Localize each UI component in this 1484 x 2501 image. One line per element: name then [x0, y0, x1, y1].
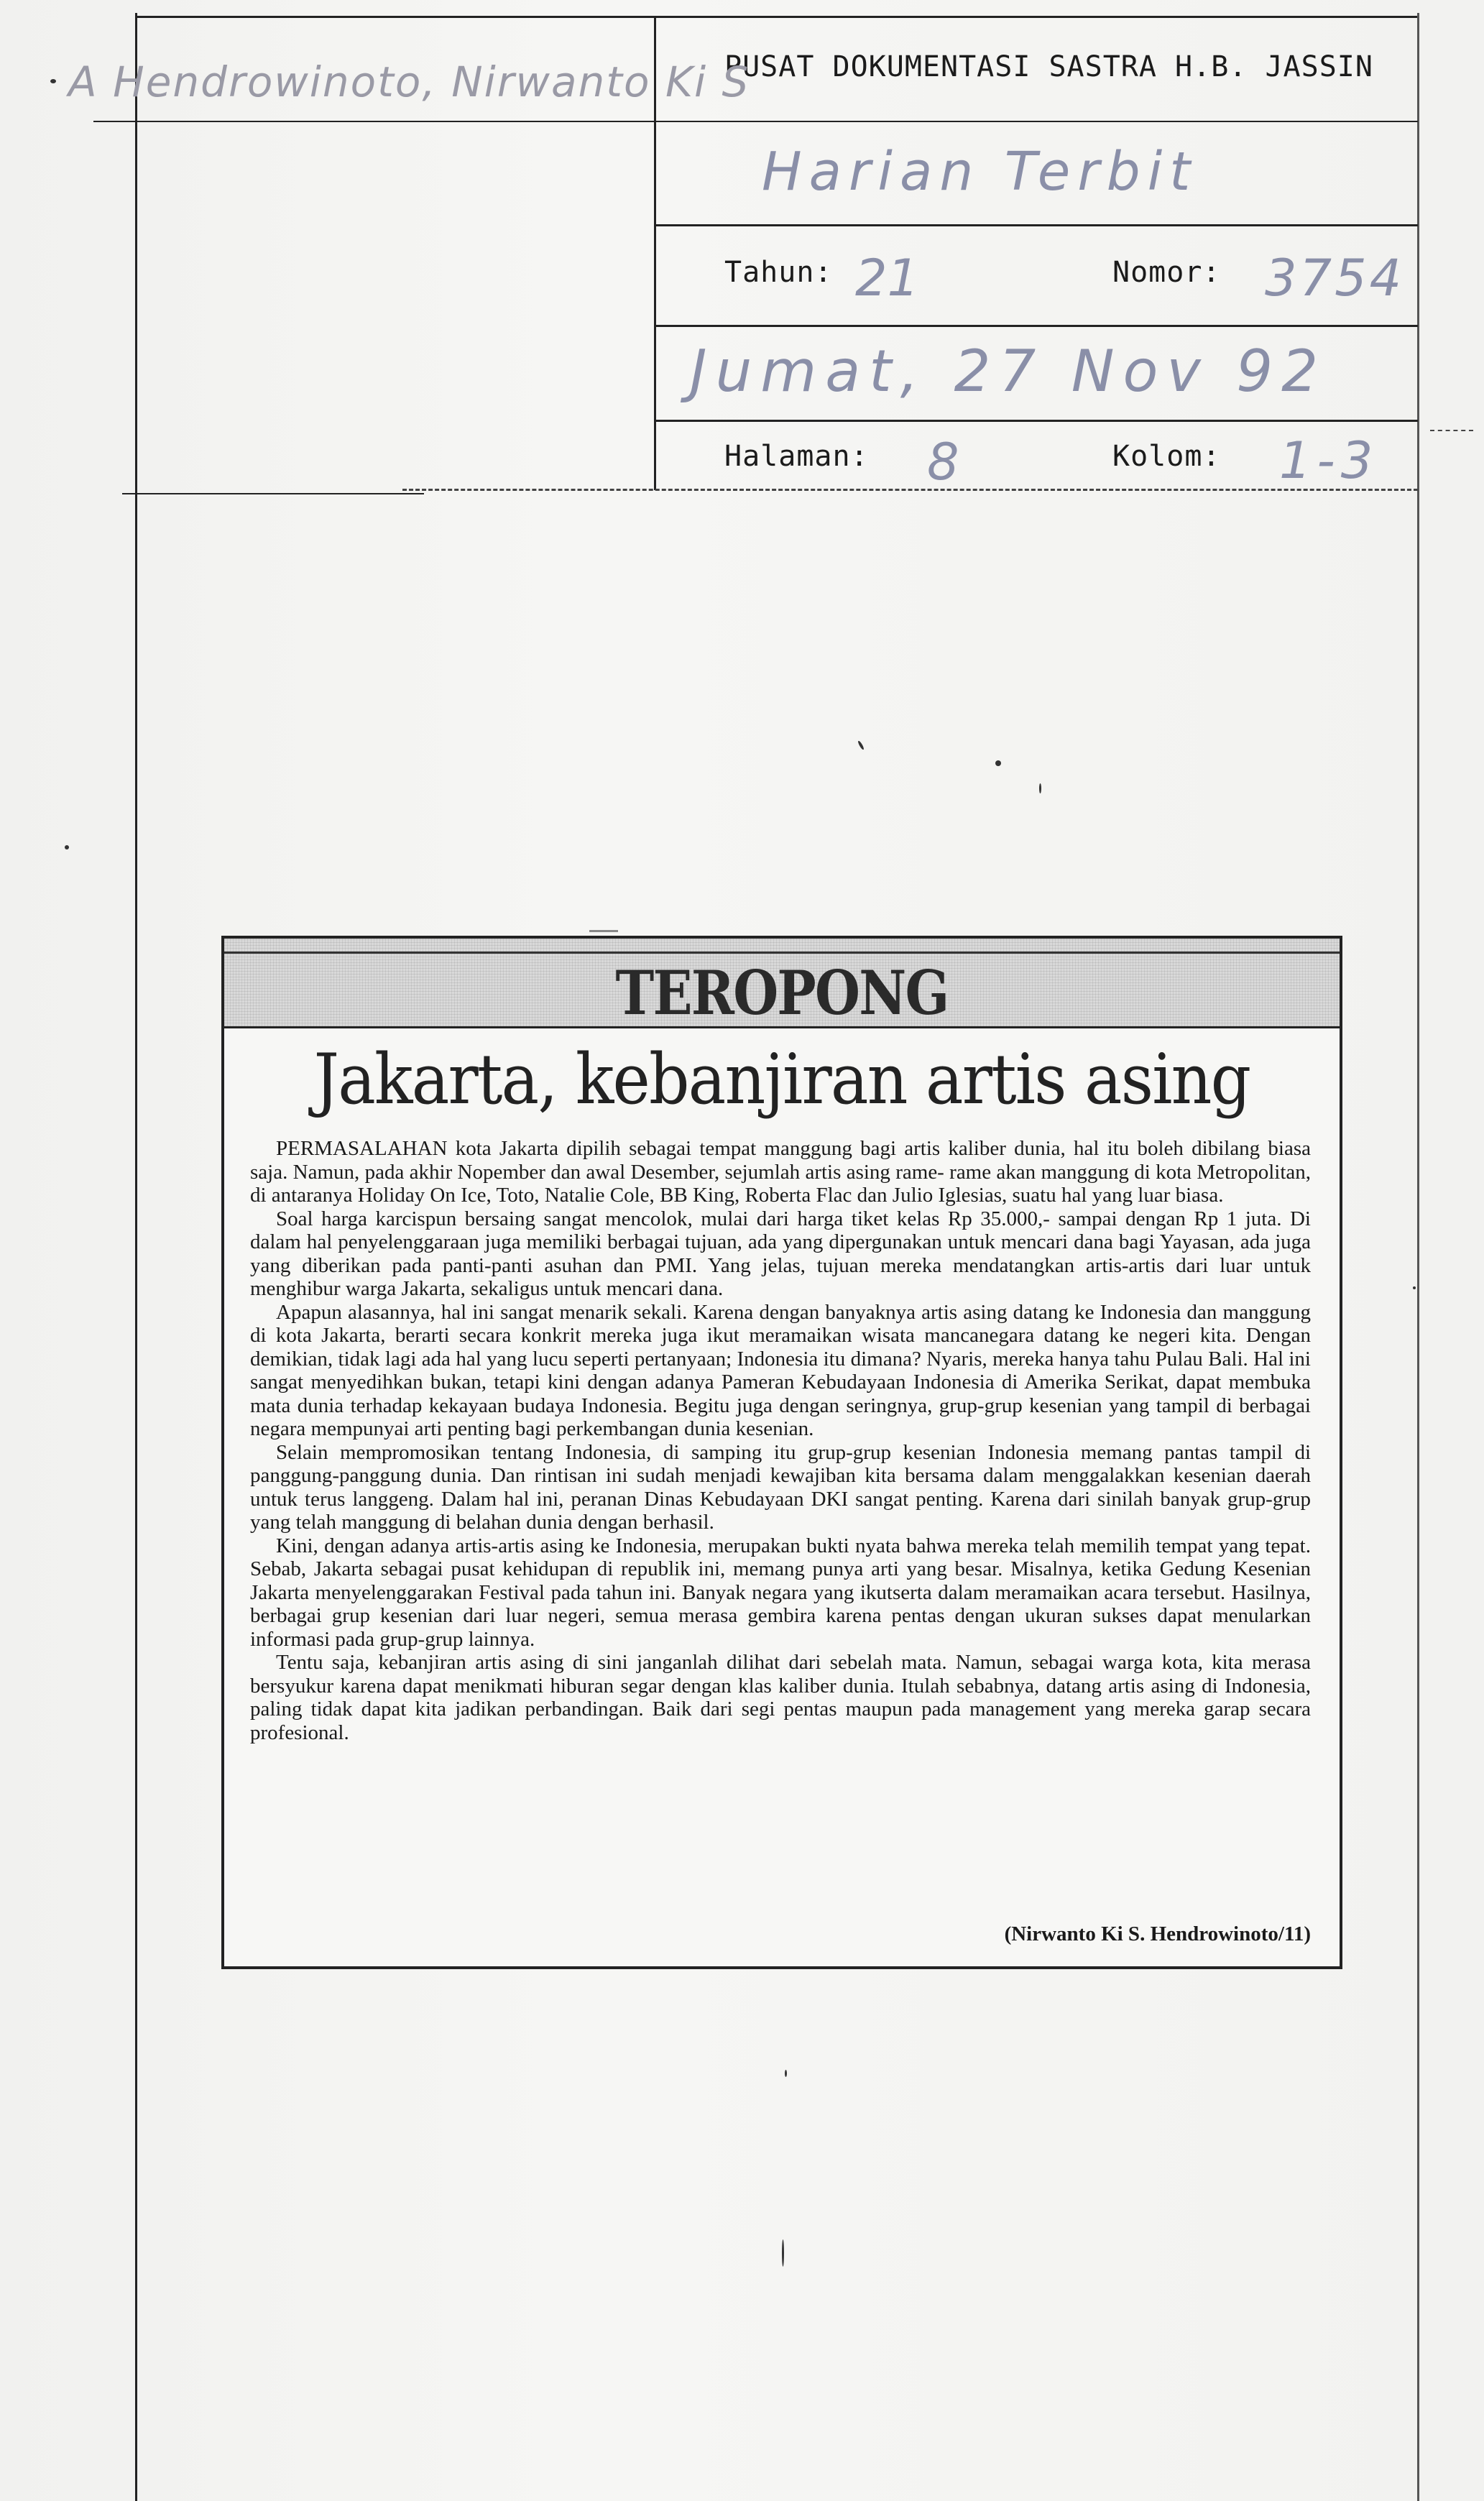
- scan-speck: [589, 930, 618, 932]
- article-paragraph: Selain mempromosikan tentang Indonesia, di samping itu grup-grup kesenian Indonesia memang pantas tampil di panggung-panggung dunia. Dan rintisan ini sudah menjadi kewajiban kita bersama dalam menggalakkan kesenian daerah untuk terus langgeng. Dalam hal ini, peranan Dinas Kebudayaan DKI sangat penting. Karena dari sinilah banyak grup-grup yang telah manggung di belahan dunia dengan berhasil.: [250, 1440, 1311, 1534]
- article-headline: Jakarta, kebanjiran artis asing: [313, 1039, 1250, 1120]
- handwritten-newspaper: Harian Terbit: [762, 141, 1198, 203]
- frame-right-dash: [1430, 430, 1473, 431]
- scan-speck: [1413, 1286, 1416, 1289]
- article-paragraph: Tentu saja, kebanjiran artis asing di sini janganlah dilihat dari sebelah mata. Namun, sebagai warga kota, kita merasa bersyukur karena dapat menikmati hiburan segar dengan klas kaliber dunia. Itulah sebabnya, datang artis asing di Indonesia, paling tidak dapat kita jadikan perbandingan. Baik dari segi pentas maupun pada management yang mereka garap secara profesional.: [250, 1651, 1311, 1744]
- column-header-rule: [224, 952, 1340, 954]
- column-title: TEROPONG: [615, 957, 949, 1028]
- frame-top-rule: [135, 16, 1418, 18]
- tahun-value: 21: [855, 249, 920, 308]
- scan-speck: [1039, 783, 1041, 793]
- kolom-value: 1-3: [1279, 431, 1379, 490]
- frame-bottom-dashed-rule: [402, 489, 1418, 491]
- halaman-value: 8: [927, 433, 959, 492]
- kolom-label: Kolom:: [1112, 440, 1221, 473]
- frame-left-rule: [135, 13, 137, 2501]
- scan-speck: [995, 760, 1001, 766]
- scan-speck: [65, 845, 69, 849]
- frame-row-rule-1: [654, 224, 1418, 226]
- frame-bottom-rule-left: [122, 493, 424, 494]
- newspaper-clipping: [221, 936, 1342, 1969]
- tahun-label: Tahun:: [724, 256, 833, 289]
- scan-speck: [50, 79, 56, 83]
- scan-speck: [857, 740, 865, 750]
- article-byline: (Nirwanto Ki S. Hendrowinoto/11): [1004, 1922, 1311, 1945]
- frame-row-rule-2: [654, 325, 1418, 327]
- nomor-label: Nomor:: [1112, 256, 1221, 289]
- column-header-band: [224, 939, 1340, 1028]
- archive-name: PUSAT DOKUMENTASI SASTRA H.B. JASSIN: [724, 50, 1373, 83]
- scan-speck: [785, 2070, 787, 2077]
- article-paragraph: Apapun alasannya, hal ini sangat menarik sekali. Karena dengan banyaknya artis asing datang ke Indonesia dan manggung di kota Jakarta, berarti secara konkrit mereka juga ikut meramaikan wisata mancanegara datang ke negeri kita. Dengan demikian, tidak lagi ada hal yang lucu seperti pertanyaan; Indonesia itu dimana? Nyaris, mereka hanya tahu Pulau Bali. Hal ini sangat menyedihkan bukan, tetapi kini dengan adanya Pameran Kebudayaan Indonesia di Amerika Serikat, dapat membuka mata dunia terhadap kekayaan budaya Indonesia. Begitu juga dengan seringnya, grup-grup kesenian yang tampil di berbagai negara mempunyai arti penting bagi perkembangan dunia kesenian.: [250, 1300, 1311, 1440]
- article-body: [250, 1137, 1311, 1744]
- halaman-label: Halaman:: [724, 440, 869, 473]
- frame-right-rule: [1417, 13, 1419, 2501]
- article-paragraph: PERMASALAHAN kota Jakarta dipilih sebagai tempat manggung bagi artis kaliber dunia, hal itu boleh dibilang biasa saja. Namun, pada akhir Nopember dan awal Desember, sejumlah artis asing rame- rame akan manggung di kota Metropolitan, di antaranya Holiday On Ice, Toto, Natalie Cole, BB King, Roberta Flac dan Julio Iglesias, suatu hal yang luar biasa.: [250, 1137, 1311, 1207]
- article-paragraph: Soal harga karcispun bersaing sangat mencolok, mulai dari harga tiket kelas Rp 35.000,- sampai dengan Rp 1 juta. Di dalam hal penyelenggaraan juga memiliki berbagai tujuan, ada yang dipergunakan untuk mencari dana bagi Yayasan, ada juga yang diberikan pada panti-panti asuhan dan PMI. Yang jelas, tujuan mereka mendatangkan artis-artis dari luar untuk menghibur warga Jakarta, sekaligus untuk mencari dana.: [250, 1207, 1311, 1300]
- frame-row-rule-3: [654, 420, 1418, 422]
- handwritten-date: Jumat, 27 Nov 92: [690, 338, 1327, 405]
- handwritten-author: A Hendrowinoto, Nirwanto Ki S: [68, 57, 750, 106]
- article-paragraph: Kini, dengan adanya artis-artis asing ke Indonesia, merupakan bukti nyata bahwa mereka telah memilih tempat yang tepat. Sebab, Jakarta sebagai pusat kehidupan di republik ini, memang punya arti yang besar. Misalnya, ketika Gedung Kesenian Jakarta menyelenggarakan Festival pada tahun ini. Banyak negara yang ikutserta dalam meramaikan acara tersebut. Hasilnya, berbagai grup kesenian dari luar negeri, semua merasa gembira karena pentas dengan ukuran sukses dapat menularkan informasi pada grup-grup lainnya.: [250, 1534, 1311, 1651]
- nomor-value: 3754: [1265, 249, 1405, 308]
- frame-header-mid-rule: [93, 121, 1418, 122]
- scan-speck: [782, 2239, 784, 2267]
